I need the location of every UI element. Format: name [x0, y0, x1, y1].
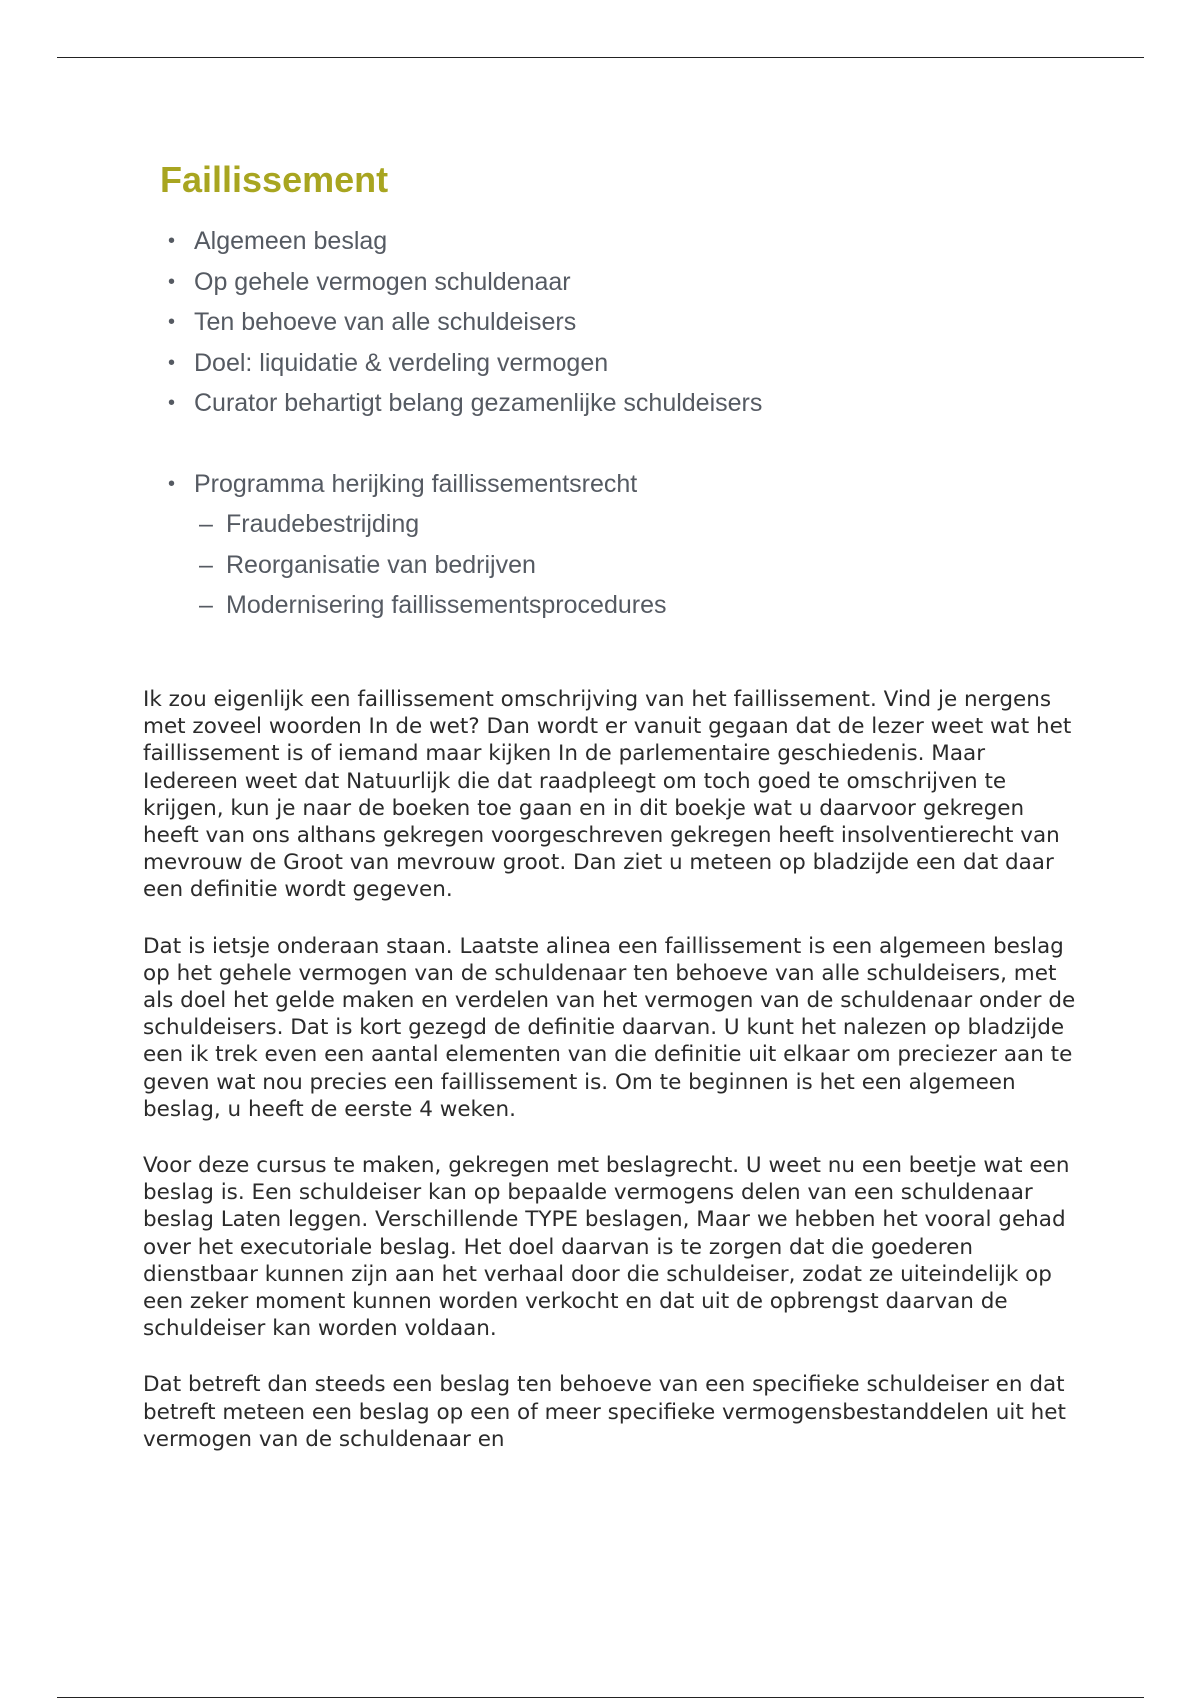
- bullet-item: [160, 383, 1060, 424]
- bullet-text: Doel: liquidatie & verdeling vermogen: [194, 348, 609, 377]
- slide-title: Faillissement: [160, 159, 389, 200]
- bullet-text: Ten behoeve van alle schuldeisers: [194, 308, 577, 336]
- sub-bullet-item: [199, 504, 1060, 545]
- bullet-item: [160, 302, 1060, 343]
- sub-bullet-item: [199, 585, 1060, 626]
- sub-bullet-text: Modernisering faillissementsprocedures: [226, 591, 667, 619]
- top-rule: [57, 57, 1144, 58]
- bullet-spacer: [160, 424, 1060, 464]
- dash-icon: –: [199, 510, 213, 538]
- sub-bullet-text: Reorganisatie van bedrijven: [226, 550, 536, 579]
- slide-image: [160, 150, 1060, 626]
- bullet-dot-icon: •: [168, 351, 176, 374]
- dash-icon: –: [199, 550, 213, 579]
- paragraph: Voor deze cursus te maken, gekregen met beslagrecht. U weet nu een beetje wat een beslag is. Een schuldeiser kan op bepaalde vermogens delen van een schuldenaar beslag Laten leggen. Verschillende TYPE beslagen, Maar we hebben het vooral gehad over het executoriale beslag. Het doel daarvan is te zorgen dat die goederen dienstbaar kunnen zijn aan het verhaal door die schuldeiser, zodat ze uiteindelijk op een zeker moment kunnen worden verkocht en dat uit de opbrengst daarvan de schuldeiser kan worden voldaan.: [143, 1153, 1070, 1342]
- paragraph: Ik zou eigenlijk een faillissement omschrijving van het faillissement. Vind je nergens met zoveel woorden In de wet? Dan wordt er vanuit gegaan dat de lezer weet wat het faillissement is of iemand maar kijken In de parlementaire geschiedenis. Maar Iedereen weet dat Natuurlijk die dat raadpleegt om toch goed te omschrijven te krijgen, kun je naar de boeken toe gaan en in dit boekje wat u daarvoor gekregen heeft van ons althans gekregen voorgeschreven gekregen heeft insolventierecht van mevrouw de Groot van mevrouw groot. Dan ziet u meteen op bladzijde een dat daar een definitie wordt gegeven.: [143, 687, 1072, 903]
- bullet-text: Programma herijking faillissementsrecht: [194, 469, 638, 498]
- bullet-dot-icon: •: [168, 270, 176, 293]
- bullet-item-program: [160, 464, 1060, 505]
- bullet-dot-icon: •: [168, 392, 176, 414]
- bullet-dot-icon: •: [168, 472, 176, 495]
- bullet-dot-icon: •: [168, 311, 176, 333]
- bullet-text: Curator behartigt belang gezamenlijke schuldeisers: [194, 389, 763, 417]
- bullet-dot-icon: •: [168, 230, 176, 252]
- bullet-item: [160, 221, 1060, 262]
- paragraph: Dat is ietsje onderaan staan. Laatste alinea een faillissement is een algemeen beslag op het gehele vermogen van de schuldenaar ten behoeve van alle schuldeisers, met als doel het gelde maken en verdelen van het vermogen van de schuldenaar onder de schuldeisers. Dat is kort gezegd de definitie daarvan. U kunt het nalezen op bladzijde een ik trek even een aantal elementen van die definitie uit elkaar om preciezer aan te geven wat nou precies een faillissement is. Om te beginnen is het een algemeen beslag, u heeft de eerste 4 weken.: [143, 933, 1076, 1122]
- bullet-item: [160, 343, 1060, 384]
- dash-icon: –: [199, 591, 213, 619]
- program-sub-list: [160, 504, 1060, 626]
- slide-bullet-list: [160, 221, 1060, 504]
- sub-bullet-item: [199, 545, 1060, 586]
- paragraph: Dat betreft dan steeds een beslag ten behoeve van een specifieke schuldeiser en dat betreft meteen een beslag op een of meer specifieke vermogensbestanddelen uit het vermogen van de schuldenaar en: [143, 1372, 1066, 1452]
- bottom-rule: [57, 1697, 1144, 1698]
- sub-bullet-text: Fraudebestrijding: [226, 510, 420, 538]
- bullet-item: [160, 262, 1060, 303]
- bullet-text: Op gehele vermogen schuldenaar: [194, 267, 571, 296]
- bullet-text: Algemeen beslag: [194, 227, 388, 255]
- transcript-body: [143, 686, 1078, 1482]
